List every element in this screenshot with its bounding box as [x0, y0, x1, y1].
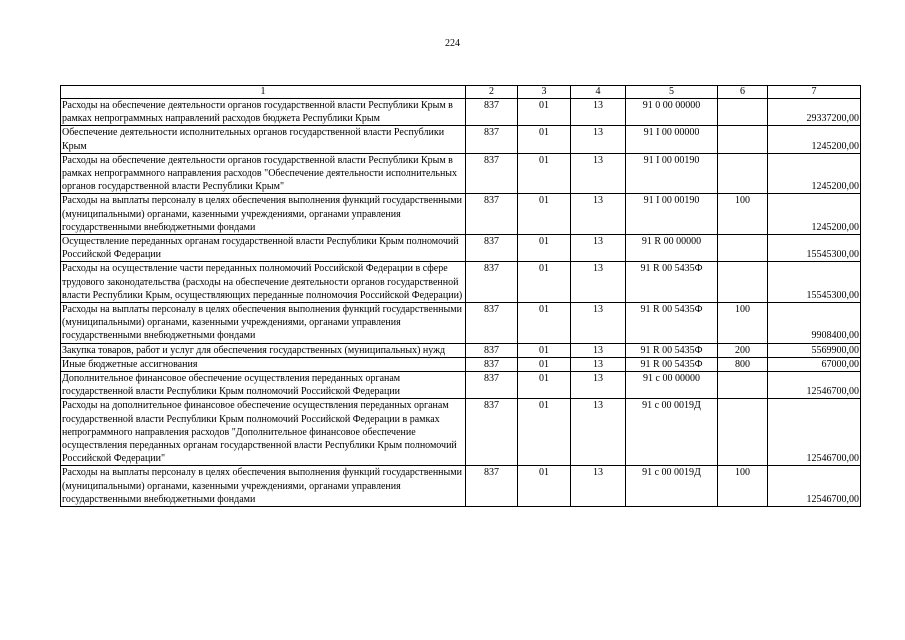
expense-name-cell: Расходы на осуществление части переданных полномочий Российской Федерации в сфере трудового законодательства (расходы на обеспечение деятельности органов государственной власти Республики Крым, осуществляющих переданные полномочия Российской Федерации): [61, 262, 466, 303]
budget-table: [60, 85, 861, 507]
subsection-cell: 13: [571, 126, 626, 153]
gr-code-cell: 837: [466, 153, 518, 194]
expense-type-cell: [718, 99, 768, 126]
expense-name-cell: Расходы на обеспечение деятельности органов государственной власти Республики Крым в рамках непрограммных направлений расходов бюджета Республики Крым: [61, 99, 466, 126]
column-header: 1: [61, 86, 466, 99]
section-cell: 01: [518, 399, 571, 466]
gr-code-cell: 837: [466, 372, 518, 399]
table-row: [61, 235, 861, 262]
section-cell: 01: [518, 235, 571, 262]
expense-type-cell: [718, 153, 768, 194]
table-row: [61, 399, 861, 466]
amount-cell: 5569900,00: [768, 343, 861, 357]
column-header: 5: [626, 86, 718, 99]
expense-name-cell: Обеспечение деятельности исполнительных органов государственной власти Республики Крым: [61, 126, 466, 153]
column-header: 3: [518, 86, 571, 99]
column-header: 2: [466, 86, 518, 99]
expense-name-cell: Иные бюджетные ассигнования: [61, 357, 466, 371]
gr-code-cell: 837: [466, 399, 518, 466]
section-cell: 01: [518, 262, 571, 303]
target-article-cell: 91 R 00 5435Ф: [626, 343, 718, 357]
section-cell: 01: [518, 343, 571, 357]
expense-type-cell: 800: [718, 357, 768, 371]
expense-type-cell: 100: [718, 194, 768, 235]
column-header: 6: [718, 86, 768, 99]
expense-type-cell: 100: [718, 466, 768, 507]
gr-code-cell: 837: [466, 357, 518, 371]
amount-cell: 12546700,00: [768, 372, 861, 399]
amount-cell: 1245200,00: [768, 194, 861, 235]
subsection-cell: 13: [571, 194, 626, 235]
target-article-cell: 91 R 00 5435Ф: [626, 303, 718, 344]
gr-code-cell: 837: [466, 466, 518, 507]
amount-cell: 29337200,00: [768, 99, 861, 126]
target-article-cell: 91 с 00 00000: [626, 372, 718, 399]
subsection-cell: 13: [571, 357, 626, 371]
target-article-cell: 91 I 00 00190: [626, 153, 718, 194]
subsection-cell: 13: [571, 235, 626, 262]
section-cell: 01: [518, 126, 571, 153]
gr-code-cell: 837: [466, 235, 518, 262]
target-article-cell: 91 R 00 5435Ф: [626, 357, 718, 371]
gr-code-cell: 837: [466, 194, 518, 235]
target-article-cell: 91 I 00 00000: [626, 126, 718, 153]
gr-code-cell: 837: [466, 343, 518, 357]
amount-cell: 1245200,00: [768, 126, 861, 153]
table-row: [61, 357, 861, 371]
column-header: 4: [571, 86, 626, 99]
amount-cell: 1245200,00: [768, 153, 861, 194]
expense-name-cell: Расходы на дополнительное финансовое обеспечение осуществления переданных органам государственной власти Республики Крым полномочий Российской Федерации в рамках непрограммного направления расходов "Дополнительное финансовое обеспечение осуществления переданных органам государственной власти Республики Крым полномочий Российской Федерации": [61, 399, 466, 466]
gr-code-cell: 837: [466, 303, 518, 344]
amount-cell: 15545300,00: [768, 262, 861, 303]
gr-code-cell: 837: [466, 126, 518, 153]
expense-type-cell: [718, 399, 768, 466]
section-cell: 01: [518, 357, 571, 371]
table-row: [61, 343, 861, 357]
table-row: [61, 194, 861, 235]
expense-name-cell: Расходы на выплаты персоналу в целях обеспечения выполнения функций государственными (муниципальными) органами, казенными учреждениями, органами управления государственными внебюджетными фондами: [61, 194, 466, 235]
expense-type-cell: [718, 126, 768, 153]
expense-name-cell: Расходы на выплаты персоналу в целях обеспечения выполнения функций государственными (муниципальными) органами, казенными учреждениями, органами управления государственными внебюджетными фондами: [61, 303, 466, 344]
table-row: [61, 153, 861, 194]
target-article-cell: 91 с 00 0019Д: [626, 466, 718, 507]
subsection-cell: 13: [571, 399, 626, 466]
table-row: [61, 372, 861, 399]
section-cell: 01: [518, 303, 571, 344]
subsection-cell: 13: [571, 153, 626, 194]
expense-name-cell: Осуществление переданных органам государственной власти Республики Крым полномочий Российской Федерации: [61, 235, 466, 262]
table-row: [61, 466, 861, 507]
expense-name-cell: Дополнительное финансовое обеспечение осуществления переданных органам государственной власти Республики Крым полномочий Российской Федерации: [61, 372, 466, 399]
expense-name-cell: Расходы на выплаты персоналу в целях обеспечения выполнения функций государственными (муниципальными) органами, казенными учреждениями, органами управления государственными внебюджетными фондами: [61, 466, 466, 507]
subsection-cell: 13: [571, 99, 626, 126]
table-row: [61, 126, 861, 153]
amount-cell: 12546700,00: [768, 466, 861, 507]
target-article-cell: 91 I 00 00190: [626, 194, 718, 235]
table-row: [61, 99, 861, 126]
table-row: [61, 262, 861, 303]
target-article-cell: 91 0 00 00000: [626, 99, 718, 126]
subsection-cell: 13: [571, 372, 626, 399]
subsection-cell: 13: [571, 343, 626, 357]
target-article-cell: 91 с 00 0019Д: [626, 399, 718, 466]
gr-code-cell: 837: [466, 99, 518, 126]
expense-type-cell: [718, 235, 768, 262]
expense-type-cell: 100: [718, 303, 768, 344]
target-article-cell: 91 R 00 5435Ф: [626, 262, 718, 303]
target-article-cell: 91 R 00 00000: [626, 235, 718, 262]
expense-name-cell: Расходы на обеспечение деятельности органов государственной власти Республики Крым в рамках непрограммного направления расходов "Обеспечение деятельности исполнительных органов государственной власти Республики Крым": [61, 153, 466, 194]
section-cell: 01: [518, 194, 571, 235]
amount-cell: 67000,00: [768, 357, 861, 371]
amount-cell: 12546700,00: [768, 399, 861, 466]
amount-cell: 15545300,00: [768, 235, 861, 262]
section-cell: 01: [518, 466, 571, 507]
expense-name-cell: Закупка товаров, работ и услуг для обеспечения государственных (муниципальных) нужд: [61, 343, 466, 357]
expense-type-cell: 200: [718, 343, 768, 357]
subsection-cell: 13: [571, 262, 626, 303]
expense-type-cell: [718, 372, 768, 399]
table-header-row: [61, 86, 861, 99]
section-cell: 01: [518, 372, 571, 399]
gr-code-cell: 837: [466, 262, 518, 303]
subsection-cell: 13: [571, 466, 626, 507]
section-cell: 01: [518, 99, 571, 126]
column-header: 7: [768, 86, 861, 99]
amount-cell: 9908400,00: [768, 303, 861, 344]
table-row: [61, 303, 861, 344]
subsection-cell: 13: [571, 303, 626, 344]
section-cell: 01: [518, 153, 571, 194]
expense-type-cell: [718, 262, 768, 303]
page-number: 224: [445, 38, 460, 49]
